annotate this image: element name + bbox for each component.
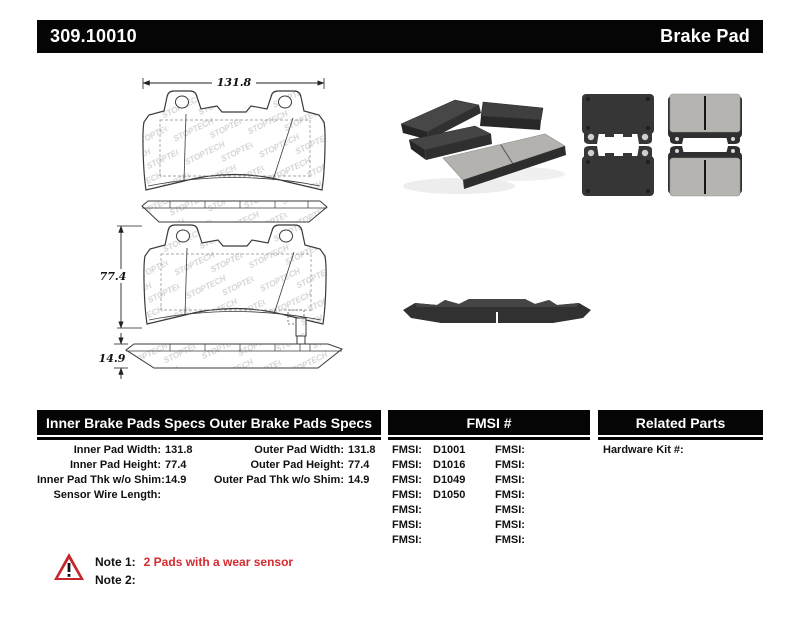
- spec-value: 131.8: [348, 444, 376, 456]
- fmsi-row: [495, 533, 536, 548]
- spec-label: Sensor Wire Length:: [53, 489, 161, 501]
- fmsi-column-2: [495, 443, 536, 548]
- fmsi-row: [392, 488, 465, 503]
- spec-row: [37, 443, 193, 458]
- technical-drawing: [60, 70, 390, 395]
- pads-perspective-photo: [397, 88, 572, 200]
- fmsi-label: FMSI:: [495, 504, 525, 516]
- height-dimension: [96, 226, 142, 328]
- fmsi-label: FMSI:: [392, 444, 422, 456]
- fmsi-label: FMSI:: [495, 459, 525, 471]
- outer-specs-column: [210, 443, 376, 488]
- inner-pad-drawing: [144, 225, 326, 324]
- inner-pad-side-view: [126, 344, 342, 368]
- fmsi-value: D1001: [433, 444, 466, 456]
- fmsi-row: [392, 458, 465, 473]
- pad-edge-photo: [397, 290, 597, 335]
- fmsi-label: FMSI:: [495, 519, 525, 531]
- spec-value: 77.4: [165, 459, 187, 471]
- fmsi-label: FMSI:: [495, 444, 525, 456]
- fmsi-row: [495, 458, 536, 473]
- related-parts-header: Related Parts: [635, 414, 726, 431]
- note-1-text: 2 Pads with a wear sensor: [143, 555, 294, 569]
- height-dim-label: 77.4: [99, 270, 127, 283]
- fmsi-header-bar: [388, 410, 590, 435]
- spec-row: [210, 473, 376, 488]
- fmsi-row: [392, 533, 465, 548]
- inner-specs-header: Inner Brake Pads Specs: [46, 414, 206, 431]
- pads-topview-photo: [578, 90, 744, 202]
- fmsi-row: [495, 473, 536, 488]
- spec-value: 14.9: [165, 474, 187, 486]
- divider: [388, 437, 590, 440]
- spec-value: 131.8: [165, 444, 193, 456]
- fmsi-row: [392, 503, 465, 518]
- spec-row: [37, 488, 193, 503]
- spec-label: Outer Pad Height:: [250, 459, 344, 471]
- spec-row: [37, 458, 193, 473]
- fmsi-label: FMSI:: [392, 474, 422, 486]
- warning-icon: [53, 552, 85, 582]
- fmsi-row: [495, 518, 536, 533]
- related-parts-column: [603, 443, 688, 458]
- fmsi-label: FMSI:: [392, 519, 422, 531]
- note-2-label: Note 2:: [95, 573, 136, 587]
- outer-pad-side-view: [142, 201, 327, 222]
- fmsi-row: [392, 443, 465, 458]
- fmsi-value: D1049: [433, 474, 466, 486]
- fmsi-label: FMSI:: [495, 489, 525, 501]
- specs-header-bar: [37, 410, 381, 435]
- spec-label: Outer Pad Thk w/o Shim:: [213, 474, 344, 486]
- fmsi-row: [392, 473, 465, 488]
- fmsi-label: FMSI:: [392, 534, 422, 546]
- spec-label: Outer Pad Width:: [254, 444, 344, 456]
- spec-row: [37, 473, 193, 488]
- fmsi-label: FMSI:: [392, 459, 422, 471]
- fmsi-row: [495, 443, 536, 458]
- related-part-label: Hardware Kit #:: [603, 444, 684, 456]
- note-2: [95, 571, 144, 589]
- width-dimension: [143, 75, 324, 89]
- outer-pad-drawing: [143, 91, 325, 190]
- note-1: [95, 553, 293, 571]
- fmsi-label: FMSI:: [392, 489, 422, 501]
- fmsi-label: FMSI:: [392, 504, 422, 516]
- pad-back-right: [480, 102, 543, 130]
- fmsi-label: FMSI:: [495, 474, 525, 486]
- divider: [598, 437, 763, 440]
- width-dim-label: 131.8: [216, 76, 252, 89]
- fmsi-row: [392, 518, 465, 533]
- fmsi-row: [495, 488, 536, 503]
- inner-specs-column: [37, 443, 193, 503]
- related-part-row: [603, 443, 688, 458]
- spec-value: 14.9: [348, 474, 370, 486]
- spec-row: [210, 458, 376, 473]
- fmsi-label: FMSI:: [495, 534, 525, 546]
- thickness-dim-label: 14.9: [98, 352, 126, 365]
- spec-row: [210, 443, 376, 458]
- related-parts-header-bar: [598, 410, 763, 435]
- fmsi-row: [495, 503, 536, 518]
- thickness-dimension: [99, 333, 128, 379]
- outer-specs-header: Outer Brake Pads Specs: [209, 414, 372, 431]
- spec-value: 77.4: [348, 459, 370, 471]
- note-1-label: Note 1:: [95, 555, 136, 569]
- part-number: 309.10010: [50, 26, 137, 46]
- fmsi-value: D1050: [433, 489, 466, 501]
- fmsi-column-1: [392, 443, 465, 548]
- product-type: Brake Pad: [660, 26, 750, 46]
- divider: [37, 437, 381, 440]
- spec-label: Inner Pad Height:: [69, 459, 161, 471]
- spec-label: Inner Pad Width:: [73, 444, 161, 456]
- spec-label: Inner Pad Thk w/o Shim:: [37, 474, 165, 486]
- fmsi-header: FMSI #: [466, 414, 512, 431]
- fmsi-value: D1016: [433, 459, 466, 471]
- header-bar: [37, 20, 763, 53]
